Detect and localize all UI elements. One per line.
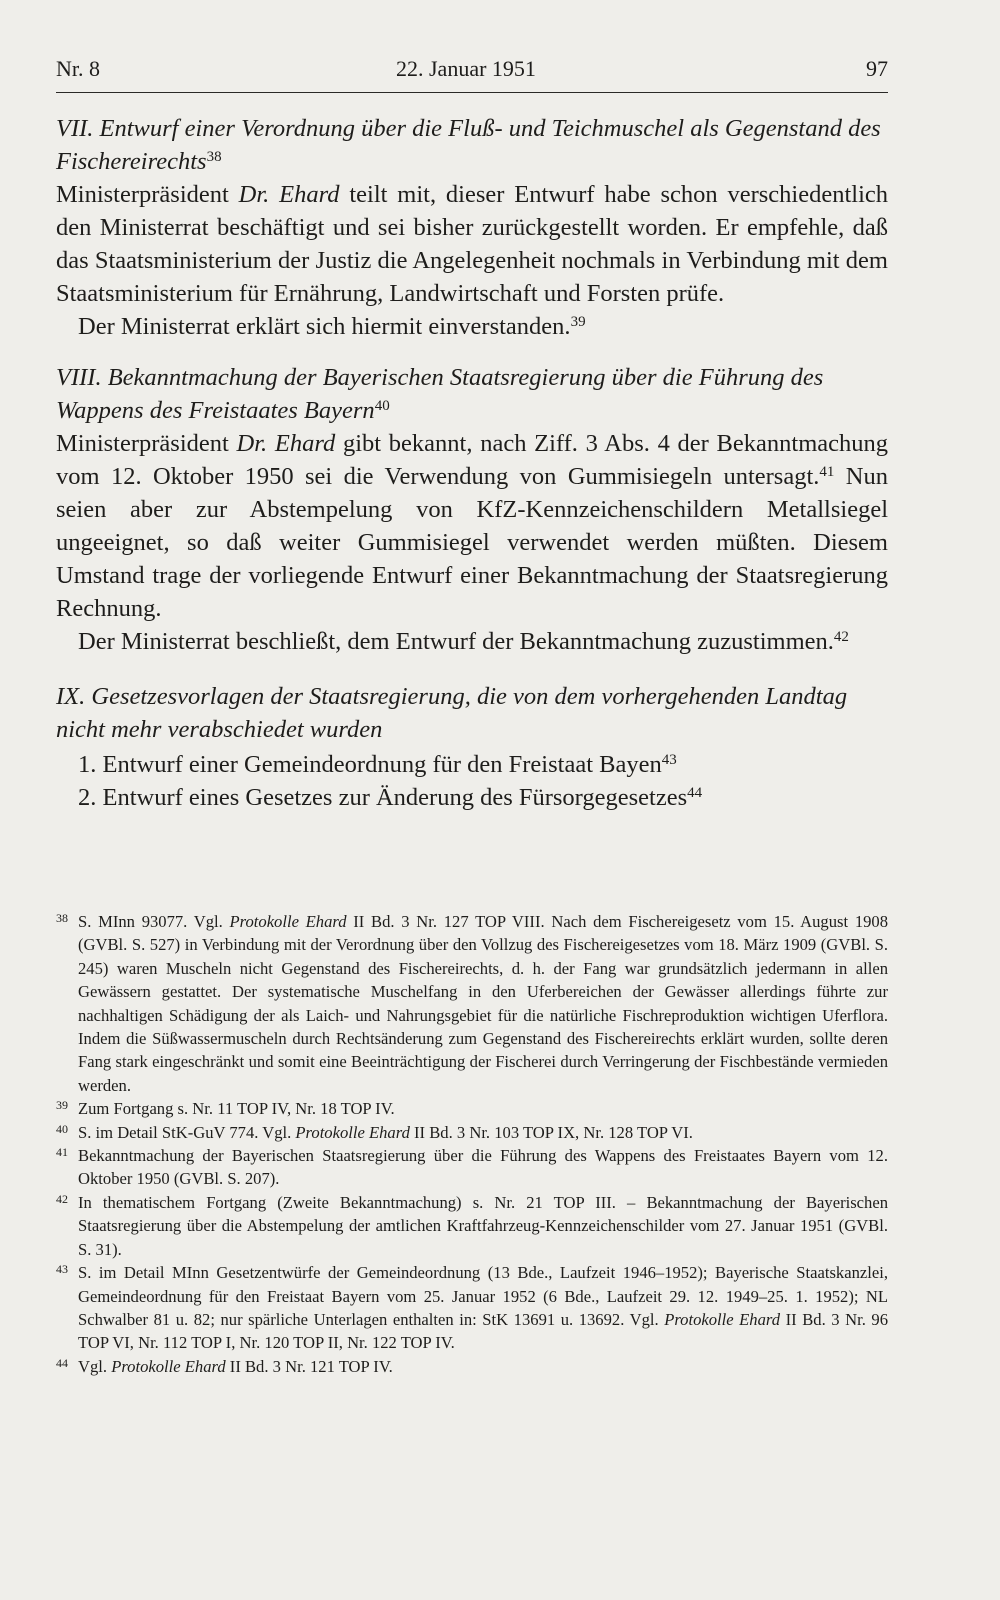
session-date: 22. Januar 1951 — [396, 56, 536, 81]
footnote-ref[interactable]: 40 — [374, 398, 390, 414]
footnote-42: 42 In thematischem Fortgang (Zweite Bekanntmachung) s. Nr. 21 TOP III. – Bekanntmachung der Bayerischen Staatsregierung über die Abstempelung der amtlichen Kraftfahrzeug-Kennzeichenschilder vom 27. Januar 1951 (GVBl. S. 31). — [56, 1191, 888, 1259]
footnote-ref[interactable]: 42 — [833, 629, 849, 645]
running-header — [56, 50, 888, 93]
footnote-ref[interactable]: 39 — [570, 314, 586, 330]
protocol-number: Nr. 8 — [56, 56, 100, 81]
page-number: 97 — [866, 56, 888, 81]
footnote-44: 44 Vgl. Protokolle Ehard II Bd. 3 Nr. 121 TOP IV. — [56, 1355, 393, 1376]
footnote-41: 41 Bekanntmachung der Bayerischen Staatsregierung über die Führung des Wappens des Freistaates Bayern vom 12. Oktober 1950 (GVBl. S. 207). — [56, 1145, 888, 1189]
main-text — [56, 112, 888, 814]
footnote-ref[interactable]: 43 — [661, 752, 677, 768]
list-item: 1. Entwurf einer Gemeindeordnung für den Freistaat Bayen$^{43}$ — [78, 751, 677, 778]
section-heading-ix: IX. Gesetzesvorlagen der Staatsregierung, die von dem vorhergehenden Landtag nicht mehr verabschiedet wurden — [56, 683, 848, 743]
section-heading-vii: VII. Entwurf einer Verordnung über die Fluß- und Teichmuschel als Gegenstand des Fischereirechts$^{38}$ — [56, 115, 881, 175]
footnote-40: 40 S. im Detail StK-GuV 774. Vgl. Protokolle Ehard II Bd. 3 Nr. 103 TOP IX, Nr. 128 TOP VI. — [56, 1121, 693, 1142]
footnote-38: 38 S. MInn 93077. Vgl. Protokolle Ehard II Bd. 3 Nr. 127 TOP VIII. Nach dem Fischereigesetz vom 15. August 1908 (GVBl. S. 527) in Verbindung mit der Verordnung über den Vollzug des Fischereigesetzes vom 18. März 1909 (GVBl. S. 245) waren Muscheln nicht Gegenstand des Fischereirechts, d. h. der Fang war grundsätzlich jedermann in allen Gewässern gestattet. Der systematische Muschelfang in den Uferbereichen der Gewässer allerdings führte zur nachhaltigen Schädigung der als Laich- und Nahrungsgebiet für die natürliche Fischreproduktion wichtigen Uferflora. Indem die Süßwassermuscheln durch Rechtsänderung zum Gegenstand des Fischereirechts erklärt wurden, sollte deren Fang stark eingeschränkt und somit eine Beeinträchtigung der Fischerei durch Verringerung der Fischbestände vermieden werden. — [56, 911, 889, 1095]
list-item: 2. Entwurf eines Gesetzes zur Änderung des Fürsorgegesetzes$^{44}$ — [78, 784, 703, 811]
footnote-ref[interactable]: 38 — [206, 149, 222, 165]
paragraph: Der Ministerrat erklärt sich hiermit einverstanden.$^{39}$ — [78, 313, 586, 340]
paragraph: Der Ministerrat beschließt, dem Entwurf der Bekanntmachung zuzustimmen.$^{42}$ — [78, 628, 849, 655]
paragraph: Ministerpräsident Dr. Ehard teilt mit, dieser Entwurf habe schon verschiedentlich den Ministerrat beschäftigt und sei bisher zurückgestellt worden. Er empfehle, daß das Staatsministerium der Justiz die Angelegenheit nochmals in Verbindung mit dem Staatsministerium für Ernährung, Landwirtschaft und Forsten prüfe. — [56, 181, 888, 307]
footnote-39: 39 Zum Fortgang s. Nr. 11 TOP IV, Nr. 18 TOP IV. — [56, 1098, 395, 1119]
footnotes — [56, 910, 888, 1378]
footnote-ref[interactable]: 41 — [819, 464, 835, 480]
footnote-43: 43 S. im Detail MInn Gesetzentwürfe der Gemeindeordnung (13 Bde., Laufzeit 1946–1952); Bayerische Staatskanzlei, Gemeindeordnung für den Freistaat Bayern vom 25. Januar 1952 (6 Bde., Laufzeit 29. 12. 1949–25. 1. 1952); NL Schwalber 81 u. 82; nur spärliche Unterlagen enthalten in: StK 13691 u. 13692. Vgl. Protokolle Ehard II Bd. 3 Nr. 96 TOP VI, Nr. 112 TOP I, Nr. 120 TOP II, Nr. 122 TOP IV. — [56, 1262, 888, 1353]
section-heading-viii: VIII. Bekanntmachung der Bayerischen Staatsregierung über die Führung des Wappens des Freistaates Bayern$^{40}$ — [56, 364, 824, 424]
paragraph: Ministerpräsident Dr. Ehard gibt bekannt, nach Ziff. 3 Abs. 4 der Bekanntmachung vom 12. Oktober 1950 sei die Verwendung von Gummisiegeln untersagt.$^{41}$ Nun seien aber zur Abstempelung von KfZ-Kennzeichenschildern Metallsiegel ungeeignet, so daß weiter Gummisiegel verwendet werden müßten. Diesem Umstand trage der vorliegende Entwurf einer Bekanntmachung der Staatsregierung Rechnung. — [56, 430, 888, 622]
agenda-list — [56, 748, 888, 814]
footnote-ref[interactable]: 44 — [687, 785, 703, 801]
